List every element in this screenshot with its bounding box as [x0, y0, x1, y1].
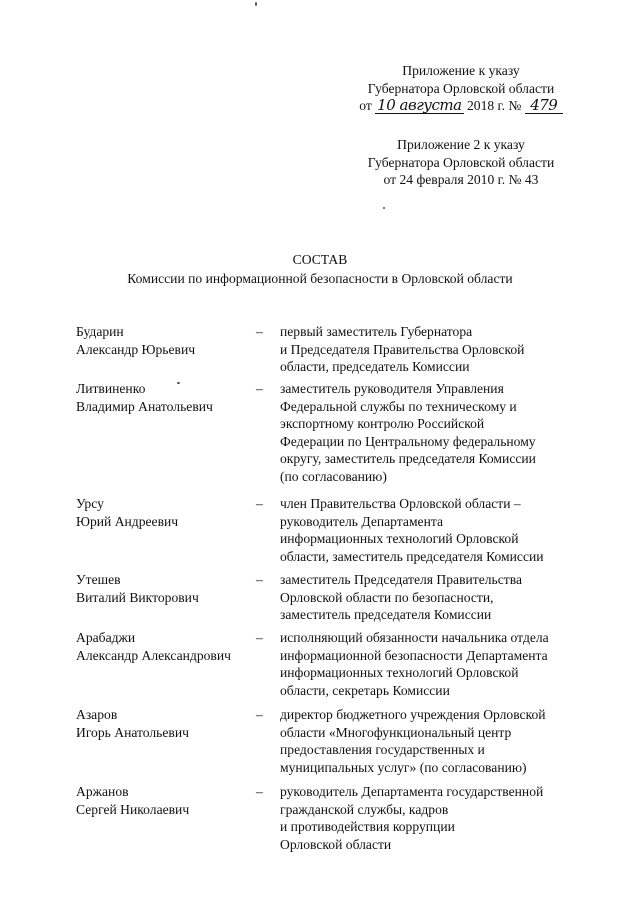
- member-role: [280, 323, 592, 376]
- document-subtitle: Комиссии по информационной безопасности в Орловской области: [127, 271, 513, 286]
- member-name: [76, 706, 251, 741]
- member-surname: Урсу: [76, 496, 104, 511]
- role-line: округу, заместитель председателя Комиссии: [280, 451, 536, 467]
- member-surname: Литвиненко: [76, 381, 146, 396]
- member-name: [76, 495, 251, 530]
- appendix-line: Губернатора Орловской области: [367, 80, 555, 96]
- appendix-header-original: [330, 136, 592, 189]
- member-given-name: Александр Александрович: [76, 647, 231, 663]
- member-surname: Утешев: [76, 572, 121, 587]
- role-line: предоставления государственных и: [280, 742, 485, 758]
- member-name: [76, 380, 251, 415]
- role-line: заместитель руководителя Управления: [280, 381, 504, 396]
- member-given-name: Владимир Анатольевич: [76, 398, 213, 414]
- member-name: [76, 629, 251, 664]
- member-role: [280, 706, 592, 776]
- member-surname: Арабаджи: [76, 630, 136, 645]
- role-line: муниципальных услуг» (по согласованию): [280, 759, 527, 775]
- member-role: [280, 629, 592, 699]
- document-title: СОСТАВ: [292, 252, 348, 267]
- role-line: гражданской службы, кадров: [280, 801, 449, 817]
- role-line: (по согласованию): [280, 468, 387, 484]
- role-line: области «Многофункциональный центр: [280, 724, 512, 740]
- scan-speck: [383, 207, 385, 209]
- appendix-date-line: [330, 97, 592, 115]
- appendix-line: Губернатора Орловской области: [367, 154, 555, 170]
- role-line: руководитель Департамента государственной: [280, 784, 544, 799]
- role-line: директор бюджетного учреждения Орловской: [280, 707, 546, 722]
- role-line: исполняющий обязанности начальника отдела: [280, 630, 549, 645]
- handwritten-date: 10 августа: [377, 96, 462, 115]
- role-line: и Председателя Правительства Орловской: [280, 341, 525, 357]
- member-surname: Бударин: [76, 324, 124, 339]
- dash-separator: –: [256, 630, 263, 645]
- dash-separator: –: [256, 707, 263, 722]
- appendix-line: Приложение к указу: [402, 63, 520, 78]
- appendix-line: Приложение 2 к указу: [397, 137, 525, 152]
- role-line: Орловской области по безопасности,: [280, 589, 494, 605]
- role-line: руководитель Департамента: [280, 513, 443, 529]
- dash-separator: –: [256, 572, 263, 587]
- role-line: заместитель председателя Комиссии: [280, 607, 492, 623]
- dash-separator: –: [256, 784, 263, 799]
- role-line: информационных технологий Орловской: [280, 531, 519, 547]
- role-line: экспортному контролю Российской: [280, 416, 485, 432]
- role-line: первый заместитель Губернатора: [280, 324, 473, 339]
- year-text: 2018 г. №: [466, 98, 522, 114]
- dash-separator: –: [256, 381, 263, 396]
- member-given-name: Сергей Николаевич: [76, 801, 190, 817]
- member-role: [280, 571, 592, 624]
- role-line: области, секретарь Комиссии: [280, 682, 450, 698]
- role-line: и противодействия коррупции: [280, 819, 455, 835]
- member-role: [280, 783, 592, 853]
- member-name: [76, 323, 251, 358]
- role-line: заместитель Председателя Правительства: [280, 572, 522, 587]
- role-line: член Правительства Орловской области –: [280, 496, 521, 511]
- member-name: [76, 783, 251, 818]
- dash-separator: –: [256, 324, 263, 339]
- scan-speck: [255, 2, 257, 6]
- member-given-name: Юрий Андреевич: [76, 513, 179, 529]
- handwritten-number: 479: [525, 98, 563, 114]
- member-given-name: Виталий Викторович: [76, 589, 199, 605]
- member-role: [280, 495, 592, 565]
- member-surname: Азаров: [76, 707, 118, 722]
- role-line: Орловской области: [280, 836, 392, 852]
- role-line: области, председатель Комиссии: [280, 359, 470, 375]
- appendix-header-current: [330, 62, 592, 115]
- dash-separator: –: [256, 496, 263, 511]
- role-line: информационной безопасности Департамента: [280, 647, 548, 663]
- role-line: информационных технологий Орловской: [280, 665, 519, 681]
- role-line: Федерации по Центральному федеральному: [280, 433, 536, 449]
- date-prefix: от: [359, 98, 372, 114]
- role-line: Федеральной службы по техническому и: [280, 398, 517, 414]
- member-role: [280, 380, 592, 486]
- role-line: области, заместитель председателя Комиссии: [280, 548, 544, 564]
- appendix-line: от 24 февраля 2010 г. № 43: [383, 172, 539, 188]
- member-name: [76, 571, 251, 606]
- member-given-name: Александр Юрьевич: [76, 341, 196, 357]
- member-surname: Аржанов: [76, 784, 129, 799]
- member-given-name: Игорь Анатольевич: [76, 724, 189, 740]
